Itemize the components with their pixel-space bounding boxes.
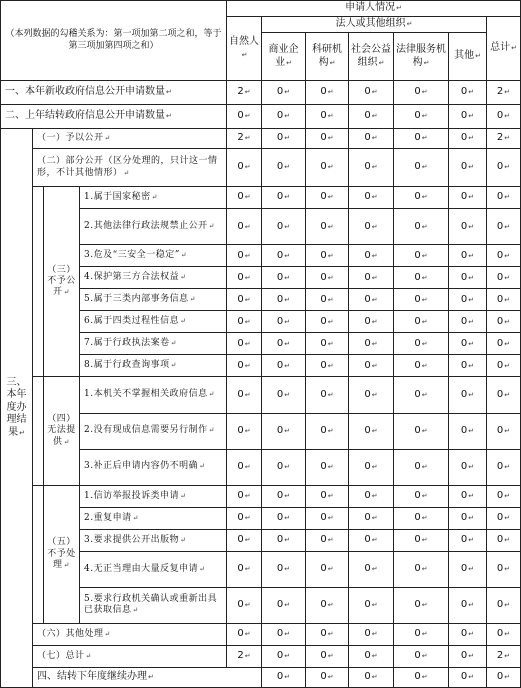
row-label-partial: （二）部分公开（区分处理的，只计这一情形，不计其他情形） ↵ <box>33 149 227 187</box>
value-cell: 0 ↵ <box>349 311 394 333</box>
value-cell: 0 ↵ <box>262 587 306 623</box>
group-label-unable-to-provide: （四）无法提供 ↵ <box>44 377 80 485</box>
value-cell: 0 ↵ <box>487 667 521 687</box>
value-cell: 0 ↵ <box>262 485 306 507</box>
value-cell: 0 ↵ <box>449 187 487 209</box>
value-cell: 0 ↵ <box>349 413 394 449</box>
value-cell: 0 ↵ <box>306 377 349 413</box>
row-total-value: 0 ↵ <box>487 245 521 267</box>
value-cell: 0 ↵ <box>349 187 394 209</box>
value-cell: 0 ↵ <box>394 267 449 289</box>
value-cell: 0 ↵ <box>394 355 449 377</box>
item-label: 3.危及“三安全一稳定” ↵ <box>80 245 227 267</box>
value-cell: 0 ↵ <box>349 667 394 687</box>
value-cell: 0 ↵ <box>394 587 449 623</box>
spacer-cell <box>33 187 44 377</box>
header-commercial: 商业企业 ↵ <box>262 33 306 81</box>
value-cell: 0 ↵ <box>394 81 449 105</box>
value-cell: 0 ↵ <box>262 529 306 551</box>
value-cell: 0 ↵ <box>449 587 487 623</box>
value-cell: 2 ↵ <box>227 81 262 105</box>
value-cell: 0 ↵ <box>449 311 487 333</box>
value-cell: 0 ↵ <box>262 333 306 355</box>
value-cell: 0 ↵ <box>306 587 349 623</box>
value-cell: 0 ↵ <box>262 355 306 377</box>
value-cell: 0 ↵ <box>227 209 262 245</box>
group-label-not-disclosed: （三）不予公开 ↵ <box>44 187 80 377</box>
value-cell: 0 ↵ <box>262 289 306 311</box>
value-cell: 0 ↵ <box>227 105 262 129</box>
item-label: 1.信访举报投诉类申请 ↵ <box>80 485 227 507</box>
value-cell: 0 ↵ <box>349 377 394 413</box>
value-cell: 0 ↵ <box>227 187 262 209</box>
value-cell: 0 ↵ <box>262 449 306 485</box>
row-total-value: 0 ↵ <box>487 449 521 485</box>
value-cell: 0 ↵ <box>306 81 349 105</box>
value-cell: 0 ↵ <box>227 529 262 551</box>
value-cell: 0 ↵ <box>262 187 306 209</box>
value-cell: 0 ↵ <box>394 551 449 587</box>
value-cell: 0 ↵ <box>394 485 449 507</box>
value-cell: 0 ↵ <box>306 187 349 209</box>
header-legal-group: 法人或其他组织 ↵ <box>262 17 487 33</box>
item-label: 1.属于国家秘密 ↵ <box>80 187 227 209</box>
value-cell: 0 ↵ <box>306 551 349 587</box>
item-label: 8.属于行政查询事项 ↵ <box>80 355 227 377</box>
value-cell: 0 ↵ <box>349 105 394 129</box>
value-cell: 0 ↵ <box>262 623 306 645</box>
value-cell: 0 ↵ <box>227 311 262 333</box>
value-cell: 0 ↵ <box>449 667 487 687</box>
value-cell: 0 ↵ <box>227 413 262 449</box>
value-cell: 0 ↵ <box>449 623 487 645</box>
value-cell: 0 ↵ <box>262 209 306 245</box>
row-total-value: 0 ↵ <box>487 333 521 355</box>
value-cell: 0 ↵ <box>262 129 306 149</box>
value-cell: 0 ↵ <box>306 449 349 485</box>
value-cell: 0 ↵ <box>227 377 262 413</box>
row-total-value: 0 ↵ <box>487 149 521 187</box>
value-cell: 0 ↵ <box>449 507 487 529</box>
header-note: （本列数据的勾稽关系为：第一项加第二项之和，等于第三项加第四项之和） <box>1 1 227 81</box>
value-cell: 0 ↵ <box>306 333 349 355</box>
value-cell: 0 ↵ <box>306 667 349 687</box>
value-cell: 0 ↵ <box>449 449 487 485</box>
value-cell: 0 ↵ <box>349 333 394 355</box>
value-cell: 0 ↵ <box>306 245 349 267</box>
value-cell: 0 ↵ <box>394 413 449 449</box>
value-cell: 0 ↵ <box>449 289 487 311</box>
value-cell: 0 ↵ <box>262 105 306 129</box>
value-cell: 0 ↵ <box>449 129 487 149</box>
row-total-value: 2 ↵ <box>487 645 521 667</box>
row-label-section-total: （七）总计 ↵ <box>33 645 227 667</box>
spacer-cell <box>33 377 44 485</box>
value-cell: 0 ↵ <box>306 149 349 187</box>
value-cell: 0 ↵ <box>262 667 306 687</box>
value-cell: 0 ↵ <box>394 245 449 267</box>
value-cell: 0 ↵ <box>227 149 262 187</box>
item-label: 7.属于行政执法案卷 ↵ <box>80 333 227 355</box>
value-cell: 0 ↵ <box>262 267 306 289</box>
value-cell: 0 ↵ <box>306 413 349 449</box>
value-cell: 0 ↵ <box>262 413 306 449</box>
value-cell: 0 ↵ <box>449 355 487 377</box>
value-cell: 0 ↵ <box>349 623 394 645</box>
value-cell: 0 ↵ <box>394 507 449 529</box>
value-cell: 0 ↵ <box>349 645 394 667</box>
value-cell: 0 ↵ <box>349 551 394 587</box>
value-cell: 0 ↵ <box>306 645 349 667</box>
value-cell: 0 ↵ <box>306 209 349 245</box>
item-label: 3.要求提供公开出版物 ↵ <box>80 529 227 551</box>
value-cell: 0 ↵ <box>349 449 394 485</box>
value-cell: 0 ↵ <box>227 267 262 289</box>
item-label: 3.补正后申请内容仍不明确 ↵ <box>80 449 227 485</box>
row-total-value: 0 ↵ <box>487 551 521 587</box>
value-cell: 0 ↵ <box>227 449 262 485</box>
header-natural-person: 自然人 ↵ <box>227 17 262 81</box>
value-cell: 0 ↵ <box>349 81 394 105</box>
group-label-not-processed: （五）不予处理 ↵ <box>44 485 80 623</box>
value-cell: 0 ↵ <box>227 507 262 529</box>
header-social: 社会公益组织 ↵ <box>349 33 394 81</box>
row-total-value: 0 ↵ <box>487 529 521 551</box>
row-label-other-handling: （六）其他处理 ↵ <box>33 623 227 645</box>
value-cell: 0 ↵ <box>449 245 487 267</box>
row-label-carry-forward: 四、结转下年度继续办理 ↵ <box>33 667 262 687</box>
value-cell: 0 ↵ <box>262 551 306 587</box>
value-cell: 0 ↵ <box>449 105 487 129</box>
value-cell: 0 ↵ <box>306 355 349 377</box>
value-cell: 0 ↵ <box>449 413 487 449</box>
header-legal-service: 法律服务机构 ↵ <box>394 33 449 81</box>
value-cell: 0 ↵ <box>394 105 449 129</box>
value-cell: 0 ↵ <box>394 149 449 187</box>
value-cell: 0 ↵ <box>262 149 306 187</box>
value-cell: 0 ↵ <box>394 377 449 413</box>
value-cell: 0 ↵ <box>394 529 449 551</box>
header-total: 总计 ↵ <box>487 17 521 81</box>
value-cell: 0 ↵ <box>449 485 487 507</box>
row-total-value: 0 ↵ <box>487 377 521 413</box>
value-cell: 0 ↵ <box>306 289 349 311</box>
value-cell: 0 ↵ <box>306 311 349 333</box>
value-cell: 0 ↵ <box>394 129 449 149</box>
row-total-value: 0 ↵ <box>487 209 521 245</box>
section-three-label: 三、本年度办理结果 ↵ <box>1 129 33 688</box>
value-cell: 0 ↵ <box>262 81 306 105</box>
item-label: 4.无正当理由大量反复申请 ↵ <box>80 551 227 587</box>
row-total-value: 0 ↵ <box>487 311 521 333</box>
value-cell: 0 ↵ <box>394 667 449 687</box>
value-cell: 0 ↵ <box>262 245 306 267</box>
value-cell: 0 ↵ <box>349 149 394 187</box>
value-cell: 0 ↵ <box>449 377 487 413</box>
item-label: 6.属于四类过程性信息 ↵ <box>80 311 227 333</box>
value-cell: 0 ↵ <box>349 245 394 267</box>
value-cell: 0 ↵ <box>349 289 394 311</box>
spacer-cell <box>33 485 44 623</box>
value-cell: 0 ↵ <box>227 587 262 623</box>
value-cell: 2 ↵ <box>227 645 262 667</box>
header-other: 其他 ↵ <box>449 33 487 81</box>
value-cell: 0 ↵ <box>449 209 487 245</box>
value-cell: 0 ↵ <box>349 267 394 289</box>
row-total-value: 0 ↵ <box>487 187 521 209</box>
value-cell: 0 ↵ <box>306 129 349 149</box>
value-cell: 0 ↵ <box>227 551 262 587</box>
header-applicant-group: 申请人情况 ↵ <box>227 1 521 17</box>
item-label: 1.本机关不掌握相关政府信息 ↵ <box>80 377 227 413</box>
value-cell: 0 ↵ <box>394 449 449 485</box>
value-cell: 0 ↵ <box>262 377 306 413</box>
value-cell: 0 ↵ <box>227 485 262 507</box>
value-cell: 0 ↵ <box>306 267 349 289</box>
value-cell: 0 ↵ <box>227 289 262 311</box>
row-total-value: 0 ↵ <box>487 105 521 129</box>
item-label: 5.属于三类内部事务信息 ↵ <box>80 289 227 311</box>
row-total-value: 2 ↵ <box>487 129 521 149</box>
value-cell: 0 ↵ <box>227 355 262 377</box>
row-label-disclosed: （一）予以公开 ↵ <box>33 129 227 149</box>
value-cell: 0 ↵ <box>394 333 449 355</box>
value-cell: 0 ↵ <box>449 551 487 587</box>
value-cell: 0 ↵ <box>262 645 306 667</box>
value-cell: 0 ↵ <box>449 81 487 105</box>
value-cell: 0 ↵ <box>349 209 394 245</box>
value-cell: 0 ↵ <box>349 507 394 529</box>
value-cell: 0 ↵ <box>306 623 349 645</box>
value-cell: 2 ↵ <box>227 129 262 149</box>
value-cell: 0 ↵ <box>349 529 394 551</box>
value-cell: 0 ↵ <box>349 485 394 507</box>
item-label: 2.重复申请 ↵ <box>80 507 227 529</box>
row-total-value: 0 ↵ <box>487 289 521 311</box>
value-cell: 0 ↵ <box>449 529 487 551</box>
value-cell: 0 ↵ <box>394 209 449 245</box>
value-cell: 0 ↵ <box>262 311 306 333</box>
row-total-value: 0 ↵ <box>487 587 521 623</box>
value-cell: 0 ↵ <box>306 485 349 507</box>
value-cell: 0 ↵ <box>349 129 394 149</box>
item-label: 2.没有现成信息需要另行制作 ↵ <box>80 413 227 449</box>
row-total-value: 0 ↵ <box>487 507 521 529</box>
value-cell: 0 ↵ <box>449 149 487 187</box>
value-cell: 0 ↵ <box>227 623 262 645</box>
header-research: 科研机构 ↵ <box>306 33 349 81</box>
value-cell: 0 ↵ <box>306 529 349 551</box>
row-total-value: 2 ↵ <box>487 81 521 105</box>
value-cell: 0 ↵ <box>262 507 306 529</box>
value-cell: 0 ↵ <box>306 507 349 529</box>
value-cell: 0 ↵ <box>349 355 394 377</box>
row-total-value: 0 ↵ <box>487 355 521 377</box>
value-cell: 0 ↵ <box>449 645 487 667</box>
value-cell: 0 ↵ <box>394 645 449 667</box>
value-cell: 0 ↵ <box>449 333 487 355</box>
value-cell: 0 ↵ <box>394 289 449 311</box>
value-cell: 0 ↵ <box>306 105 349 129</box>
value-cell: 0 ↵ <box>449 267 487 289</box>
item-label: 5.要求行政机关确认或重新出具已获取信息 ↵ <box>80 587 227 623</box>
row-total-value: 0 ↵ <box>487 623 521 645</box>
row-label-new-requests: 一、本年新收政府信息公开申请数量 ↵ <box>1 81 227 105</box>
value-cell: 0 ↵ <box>394 311 449 333</box>
value-cell: 0 ↵ <box>349 587 394 623</box>
item-label: 4.保护第三方合法权益 ↵ <box>80 267 227 289</box>
value-cell: 0 ↵ <box>394 623 449 645</box>
item-label: 2.其他法律行政法规禁止公开 ↵ <box>80 209 227 245</box>
value-cell: 0 ↵ <box>227 245 262 267</box>
value-cell: 0 ↵ <box>394 187 449 209</box>
row-total-value: 0 ↵ <box>487 267 521 289</box>
row-label-carried-over: 二、上年结转政府信息公开申请数量 ↵ <box>1 105 227 129</box>
row-total-value: 0 ↵ <box>487 413 521 449</box>
value-cell: 0 ↵ <box>227 333 262 355</box>
row-total-value: 0 ↵ <box>487 485 521 507</box>
